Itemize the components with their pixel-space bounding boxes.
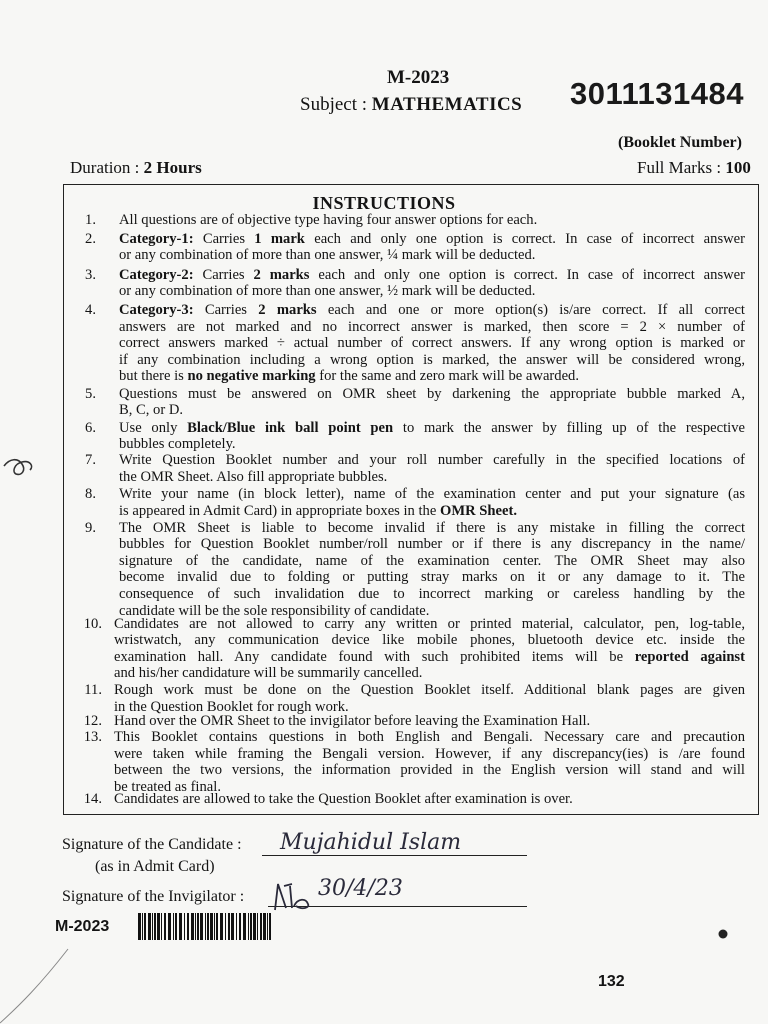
subject-value: MATHEMATICS xyxy=(371,94,523,115)
page-curl-edge xyxy=(0,945,70,1024)
barcode xyxy=(138,913,274,940)
barcode-bar xyxy=(179,913,182,940)
instruction-line: Write your name (in block letter), name of the examination center and put your signature (as xyxy=(119,486,745,502)
instruction-line: bubbles for Question Booklet number/roll number or if there is any discrepancy in the name/ xyxy=(119,536,745,553)
instruction-number: 9. xyxy=(85,519,96,536)
barcode-bar xyxy=(168,913,171,940)
barcode-bar xyxy=(269,913,271,940)
instruction-line: The OMR Sheet is liable to become invalid if there is any mistake in filling the correct xyxy=(119,519,745,536)
candidate-signature: Mujahidul Islam xyxy=(280,830,462,855)
barcode-bar xyxy=(207,913,209,940)
footer-exam-code: M-2023 xyxy=(55,918,110,935)
barcode-bar xyxy=(161,913,162,940)
candidate-signature-line xyxy=(262,855,527,856)
instruction-line: the OMR Sheet. Also fill appropriate bubbles. xyxy=(119,468,388,485)
instruction-line: Use only Black/Blue ink ball point pen to mark the answer by filling up of the respective xyxy=(119,419,745,436)
instruction-line: bubbles completely. xyxy=(119,436,236,453)
instruction-line: Candidates are allowed to take the Question Booklet after examination is over. xyxy=(114,791,573,807)
invigilator-signature-date: 30/4/23 xyxy=(318,876,403,901)
barcode-bar xyxy=(225,913,226,940)
subject-label: Subject : xyxy=(300,94,368,115)
instruction-line: Category-1: Carries 1 mark each and only one option is correct. In case of incorrect answer xyxy=(119,230,745,247)
instruction-line: wristwatch, any communication device like mobile phones, bluetooth device etc. inside the xyxy=(114,632,745,649)
barcode-bar xyxy=(231,913,234,940)
candidate-signature-label: Signature of the Candidate : xyxy=(62,836,242,853)
instruction-line: become invalid due to folding or putting stray marks on it or any damage to it. The xyxy=(119,569,745,586)
invigilator-initials-stroke xyxy=(272,880,314,912)
instruction-number: 14. xyxy=(83,791,102,807)
barcode-bar xyxy=(173,913,174,940)
instruction-line: This Booklet contains questions in both English and Bengali. Necessary care and precaution xyxy=(114,729,745,745)
instruction-line: answers are not marked and no incorrect answer is marked, then score = 2 × number of xyxy=(119,318,745,335)
full-marks-label: Full Marks : xyxy=(637,158,722,177)
barcode-bar xyxy=(257,913,258,940)
booklet-number-caption: (Booklet Number) xyxy=(618,134,742,151)
instruction-line: Category-3: Carries 2 marks each and one or more option(s) is/are correct. If all correct xyxy=(119,302,745,318)
barcode-bar xyxy=(248,913,249,940)
barcode-bar xyxy=(195,913,196,940)
instruction-number: 11. xyxy=(84,682,102,698)
barcode-bar xyxy=(220,913,223,940)
instruction-number: 6. xyxy=(85,419,96,436)
barcode-bar xyxy=(148,913,151,940)
instruction-line: correct answers marked ÷ actual number of correct answers. If any wrong option is marked or xyxy=(119,335,745,352)
barcode-bar xyxy=(175,913,177,940)
instruction-line: Rough work must be done on the Question Booklet itself. Additional blank pages are given xyxy=(114,682,745,698)
admit-card-note: (as in Admit Card) xyxy=(95,858,215,875)
instruction-line: All questions are of objective type having four answer options for each. xyxy=(119,212,538,228)
stray-ink-mark xyxy=(0,448,40,488)
instruction-number: 3. xyxy=(85,266,96,283)
instruction-number: 10. xyxy=(83,615,102,632)
barcode-bar xyxy=(157,913,160,940)
barcode-bar xyxy=(144,913,146,940)
barcode-bar xyxy=(210,913,213,940)
instruction-number: 7. xyxy=(85,452,96,468)
barcode-bar xyxy=(267,913,268,940)
instruction-number: 1. xyxy=(85,212,96,228)
barcode-bar xyxy=(228,913,230,940)
instruction-line: between the two versions, the information provided in the English version will stand and will xyxy=(114,762,745,779)
instruction-line: Category-2: Carries 2 marks each and only one option is correct. In case of incorrect answer xyxy=(119,266,745,283)
instruction-number: 4. xyxy=(85,302,96,318)
barcode-bar xyxy=(191,913,194,940)
barcode-bar xyxy=(214,913,215,940)
instruction-line: Candidates are not allowed to carry any written or printed material, calculator, pen, log-table, xyxy=(114,615,745,632)
instruction-number: 13. xyxy=(83,729,102,745)
barcode-bar xyxy=(260,913,262,940)
instruction-line: examination hall. Any candidate found with such prohibited items will be reported against xyxy=(114,648,745,665)
barcode-bar xyxy=(164,913,166,940)
instruction-number: 5. xyxy=(85,385,96,402)
barcode-bar xyxy=(205,913,206,940)
instruction-line: Hand over the OMR Sheet to the invigilator before leaving the Examination Hall. xyxy=(114,713,591,729)
instructions-heading: INSTRUCTIONS xyxy=(312,193,456,213)
barcode-bar xyxy=(239,913,241,940)
booklet-number: 3011131484 xyxy=(570,76,744,111)
instruction-line: is appeared in Admit Card) in appropriate boxes in the OMR Sheet. xyxy=(119,502,517,519)
instruction-line: but there is no negative marking for the same and zero mark will be awarded. xyxy=(119,368,579,385)
instruction-line: be treated as final. xyxy=(114,778,221,795)
instruction-line: B, C, or D. xyxy=(119,402,184,419)
instruction-number: 2. xyxy=(85,230,96,247)
barcode-bar xyxy=(253,913,256,940)
instruction-line: Questions must be answered on OMR sheet by darkening the appropriate bubble marked A, xyxy=(119,385,745,402)
invigilator-signature-label: Signature of the Invigilator : xyxy=(62,888,245,905)
full-marks xyxy=(637,158,751,178)
instruction-line: signature of the candidate, name of the examination center. The OMR Sheet may also xyxy=(119,552,745,569)
barcode-bar xyxy=(200,913,203,940)
instruction-line: and his/her candidature will be summarily cancelled. xyxy=(114,665,423,682)
exam-code: M-2023 xyxy=(387,67,450,88)
instruction-line: consequence of such invalidation due to incorrect marking or careless handling by the xyxy=(119,585,745,602)
barcode-bar xyxy=(243,913,246,940)
duration xyxy=(70,158,202,178)
duration-value: 2 Hours xyxy=(143,158,202,177)
barcode-bar xyxy=(197,913,199,940)
instruction-line: were taken while framing the Bengali version. However, if any discrepancy(ies) is /are found xyxy=(114,745,745,762)
barcode-bar xyxy=(142,913,143,940)
instruction-line: in the Question Booklet for rough work. xyxy=(114,698,349,715)
full-marks-value: 100 xyxy=(725,158,751,177)
instruction-line: or any combination of more than one answer, ½ mark will be deducted. xyxy=(119,283,536,300)
instruction-number: 12. xyxy=(83,713,102,729)
barcode-bar xyxy=(236,913,237,940)
instruction-line: if any combination including a wrong option is marked, the answer will be considered wrong, xyxy=(119,351,745,368)
flower-mark-icon xyxy=(716,927,730,941)
barcode-bar xyxy=(184,913,185,940)
barcode-bar xyxy=(138,913,141,940)
barcode-bar xyxy=(216,913,218,940)
barcode-bar xyxy=(152,913,153,940)
barcode-bar xyxy=(187,913,189,940)
instruction-line: Write Question Booklet number and your roll number carefully in the specified locations of xyxy=(119,452,745,468)
duration-label: Duration : xyxy=(70,158,140,177)
subject-line xyxy=(300,94,522,116)
instruction-line: or any combination of more than one answer, ¼ mark will be deducted. xyxy=(119,247,536,264)
instruction-number: 8. xyxy=(85,486,96,502)
instruction-line: candidate will be the sole responsibility of candidate. xyxy=(119,602,430,619)
page-number: 132 xyxy=(598,973,625,990)
barcode-bar xyxy=(263,913,266,940)
barcode-bar xyxy=(250,913,252,940)
barcode-bar xyxy=(154,913,156,940)
